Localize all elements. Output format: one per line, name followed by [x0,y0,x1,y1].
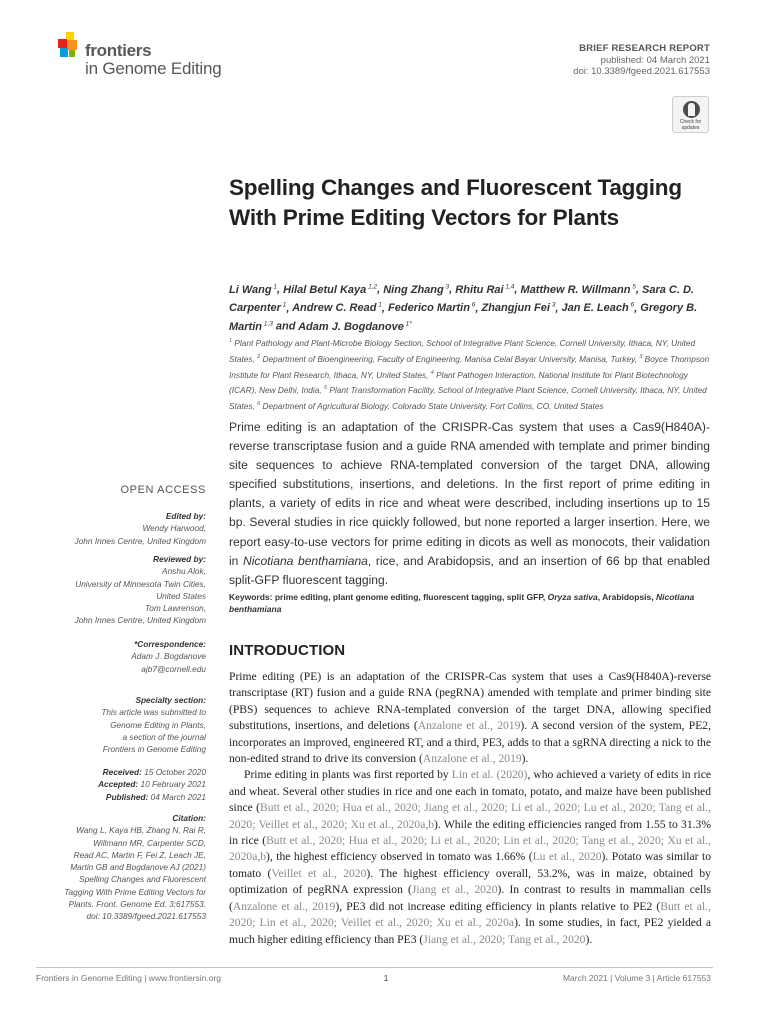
author-separator: , [635,283,642,296]
keywords-text: prime editing, plant genome editing, fluorescent tagging, split GFP, [272,592,548,602]
citation-line: Martin GB and Bogdanove AJ (2021) [70,862,206,873]
author-list [229,279,715,335]
citation-link[interactable]: Lin et al. (2020) [451,768,528,782]
author-name: Federico Martin [388,302,470,315]
author-affiliation-marker: 1,4 [503,283,515,290]
paragraph-text: ). In contrast to results in mammalian cells ( [229,883,711,913]
citation-line: Wang L, Kaya HB, Zhang N, Rai R, [76,825,206,836]
frontiers-logo[interactable] [54,32,254,82]
author-affiliation-marker: 1,2 [366,283,378,290]
reviewed-by-line: Anshu Alok, [162,566,206,577]
paragraph-text: ), the highest efficiency observed in tomato was 1.66% ( [266,850,533,864]
author-affiliation-marker: 6 [628,301,635,309]
affiliation-text: Department of Bioengineering, Faculty of Engineering, Manisa Celal Bayar University, Manisa, Turkey, [260,353,640,364]
author-separator: , [634,302,641,315]
check-updates-label: Check for updates [679,119,702,131]
date-published-value: 04 March 2021 [150,791,206,802]
citation-doi[interactable]: doi: 10.3389/fgeed.2021.617553 [86,911,206,922]
paragraph-text: Prime editing in plants was first reported by [244,768,452,782]
author-affiliation-marker: 1 [271,283,277,290]
author-name: Andrew C. Read [292,302,377,315]
bookmark-icon [683,101,700,118]
correspondence [40,638,206,675]
keywords-label: Keywords: [229,592,273,602]
article-dates [40,766,206,803]
paragraph-text: Prime editing (PE) is an adaptation of the CRISPR-Cas system that uses a Cas9(H840A)-reverse transcriptase (RT) fusion and a guide RNA (pegRNA) amended with template and primer binding site (PBS) sequences to achieve RNA-templated conversion of the target DNA, allowing specified substitutions, insertions, and deletions ( [229,670,711,733]
affiliation-number: 3 [639,353,643,360]
journal-name: in Genome Editing [85,59,222,78]
author-name: Zhangjun Fei [481,302,550,315]
article-meta [573,43,710,78]
date-received-label: Received: [102,767,142,777]
author-affiliation-marker: 1* [403,320,412,328]
author-name: Adam J. Bogdanove [298,320,404,333]
specialty-line: Genome Editing in Plants, [110,719,206,730]
affiliation-text: Department of Agricultural Biology, Colorado State University, Fort Collins, CO, United States [260,400,604,411]
paragraph-text: ). [585,932,593,946]
citation-line: Willmann MR, Carpenter SCD, [93,837,206,848]
article-title: Spelling Changes and Fluorescent Tagging With Prime Editing Vectors for Plants [229,175,682,230]
author-separator: , [555,302,562,315]
author[interactable] [561,302,634,314]
affiliation-text: Boyce Thompson Institute for Plant Research, Ithaca, NY, United States, [229,353,710,380]
author[interactable] [292,302,382,314]
abstract-part-1: Prime editing is an adaptation of the CRISPR-Cas system that uses a Cas9(H840A)-reverse transcriptase fusion and a guide RNA amended with template and primer binding site sequences to achieve RNA-templated conversion of the target DNA, allowing specified substitutions, insertions, and deletions. In the first report of prime editing in plants, a variety of edits in rice and wheat were described, including insertions up to 15 bp. Several studies in rice quickly followed, but none reported a larger insertion. Here, we report easy-to-use vectors for prime editing in dicots as well as monocots, their validation in [229,420,710,568]
edited-by-line: Wendy Harwood, [142,523,206,534]
citation-line: Tagging With Prime Editing Vectors for [64,886,206,897]
author-separator: , [381,302,389,315]
paragraph-text: ), PE3 did not increase editing efficiency in plants relative to PE2 ( [335,899,661,913]
reviewed-by-line: United States [156,590,206,601]
author[interactable] [229,284,277,296]
citation [40,812,206,923]
citation-link[interactable]: Butt et al., 2020; Lin et al., 2020; Veillet et al., 2020; Xu et al., 2020a [229,899,711,930]
edited-by [40,510,206,547]
keywords-mid: , Arabidopsis, [597,592,656,602]
citation-link[interactable]: Butt et al., 2020; Hua et al., 2020; Li et al., 2020; Lin et al., 2020; Tang et al., 2020; Xu et al., 2020a,b [229,834,711,864]
specialty-line: Frontiers in Genome Editing [102,744,206,755]
author-affiliation-marker: 3 [443,283,450,290]
date-accepted-label: Accepted: [98,779,139,790]
author-separator: , [277,283,284,296]
affiliation-text: Plant Pathogen Interaction, National Institute for Plant Biotechnology (ICAR), New Delhi, India, [229,369,688,396]
paragraph-text: ). While the editing efficiencies ranged from 1.55 to 31.3% in rice ( [229,817,711,848]
abstract-part-2: , rice, and Arabidopsis, and an insertion of 66 bp that enabled split-GFP fluorescent tagging. [229,553,710,587]
author-separator: , [286,302,293,315]
specialty-section [40,694,206,755]
abstract-species: Nicotiana benthamiana [242,553,368,568]
intro-paragraph-1 [229,669,711,767]
author-separator: , [475,302,482,315]
keyword-nicotiana: Nicotiana benthamiana [229,592,695,614]
reviewed-by [40,553,206,627]
reviewed-by-line: John Innes Centre, United Kingdom [74,615,206,626]
author[interactable] [383,284,449,296]
keywords [229,592,710,615]
introduction-heading: INTRODUCTION [229,642,346,659]
page-number: 1 [383,973,389,983]
paragraph-text: ). Potato was similar to tomato ( [229,850,712,880]
affiliation-number: 6 [257,401,261,408]
published-date: published: 04 March 2021 [600,54,710,66]
edited-by-line: John Innes Centre, United Kingdom [74,535,206,546]
brand-name: frontiers [85,41,152,60]
citation-link[interactable]: Anzalone et al., 2019 [422,752,522,766]
author-affiliation-marker: 3 [549,301,556,309]
author[interactable] [455,284,514,296]
author-name: Ning Zhang [383,283,444,296]
author-name: Jan E. Leach [561,302,629,315]
paragraph-text: , who achieved a variety of edits in rice and wheat. Several other studies in rice and one each in tomato, potato, and maize have been published since ( [229,768,711,815]
affiliation-number: 2 [257,353,261,360]
author-affiliation-marker: 1,3 [262,320,273,328]
affiliation-number: 5 [323,385,328,392]
citation-label: Citation: [172,813,206,823]
author-name: Gregory B. Martin [229,302,698,333]
author-name: Matthew R. Willmann [520,283,631,296]
specialty-label: Specialty section: [135,695,206,705]
citation-line: Spelling Changes and Fluorescent [79,874,206,885]
author[interactable] [283,284,377,296]
paragraph-text: ). The highest efficiency overall, 53.2%, was in maize, obtained by optimization of pegRNA expression ( [229,866,711,897]
reviewed-by-line: University of Minnesota Twin Cities, [75,578,206,589]
date-published [40,791,206,803]
paragraph-text: ). [521,752,529,766]
author-name: Rhitu Rai [455,283,504,296]
specialty-line: a section of the journal [122,731,206,742]
article-doi[interactable]: doi: 10.3389/fgeed.2021.617553 [573,66,710,77]
footer-volume-info: March 2021 | Volume 3 | Article 617553 [562,973,711,983]
date-received-value: 15 October 2020 [144,767,206,777]
author-separator: , [449,283,456,296]
author-affiliation-marker: 1 [376,301,382,309]
affiliation-text: Plant Pathology and Plant-Microbe Biology Section, School of Integrative Plant Science, Cornell University, Ithaca, NY, United States, [229,337,696,364]
date-received [40,766,206,778]
citation-link[interactable]: Jiang et al., 2020; Tang et al., 2020 [423,932,586,946]
author-separator: , [514,283,521,296]
author-name: Li Wang [229,283,272,296]
author-separator: , [377,283,384,296]
author-affiliation-marker: 1 [280,301,287,309]
check-for-updates-button[interactable] [672,96,709,133]
reviewed-by-label: Reviewed by: [152,554,206,564]
author-separator: and [272,320,299,333]
keyword-oryza: Oryza sativa [547,592,598,602]
date-accepted [40,778,206,790]
date-published-label: Published: [105,791,149,802]
paragraph-text: ). In some studies, in fact, PE2 yielded a much higher editing efficiency than PE3 ( [229,916,711,946]
citation-link[interactable]: Jiang et al., 2020 [411,883,498,897]
citation-line: Read AC, Martin F, Fei Z, Leach JE, [73,849,206,860]
author[interactable] [481,302,555,314]
footer-divider [36,967,713,968]
specialty-line: This article was submitted to [101,707,206,718]
footer-journal-link[interactable]: Frontiers in Genome Editing | www.frontiersin.org [36,973,222,983]
date-accepted-value: 10 February 2021 [140,779,206,790]
correspondence-label: *Correspondence: [134,639,206,649]
frontiers-logo-icon [54,32,84,62]
author[interactable] [388,302,475,314]
correspondence-name: Adam J. Bogdanove [131,651,206,662]
paragraph-text: ). A second version of the system, PE2, incorporates an improved, engineered RT, and a third, PE3, adds to that a sgRNA directing a nick to the non-edited strand to drive its conversion ( [229,719,711,766]
author[interactable] [298,321,412,333]
affiliation-text: Plant Transformation Facility, School of Integrative Plant Science, Cornell University, Ithaca, NY, United States, [229,385,707,411]
abstract [229,418,710,590]
author-affiliation-marker: 6 [469,301,476,309]
affiliation-number: 4 [430,369,434,376]
author-affiliation-marker: 5 [630,283,636,290]
citation-link[interactable]: Lu et al., 2020 [532,850,602,864]
correspondence-email[interactable]: ajb7@cornell.edu [141,663,206,674]
reviewed-by-line: Tom Lawrenson, [144,603,206,614]
citation-link[interactable]: Anzalone et al., 2019 [232,899,336,913]
citation-link[interactable]: Butt et al., 2020; Hua et al., 2020; Jiang et al., 2020; Li et al., 2020; Lu et al., 2020; Tang et al., 2020; Veillet et al., 2020; Xu et al., 2020a,b [229,801,711,831]
citation-link[interactable]: Anzalone et al., 2019 [417,719,521,733]
article-type: BRIEF RESEARCH REPORT [579,43,710,54]
citation-link[interactable]: Veillet et al., 2020 [271,866,367,880]
open-access-label: OPEN ACCESS [120,484,206,496]
intro-paragraph-2 [229,767,711,947]
introduction-body [229,669,711,948]
citation-line: Plants. Front. Genome Ed. 3:617553. [68,899,206,910]
affiliations [229,334,715,413]
author-name: Sara C. D. Carpenter [229,283,694,315]
author-name: Hilal Betul Kaya [283,283,367,296]
edited-by-label: Edited by: [165,511,206,521]
affiliation-number: 1 [229,338,233,344]
author[interactable] [521,284,636,296]
